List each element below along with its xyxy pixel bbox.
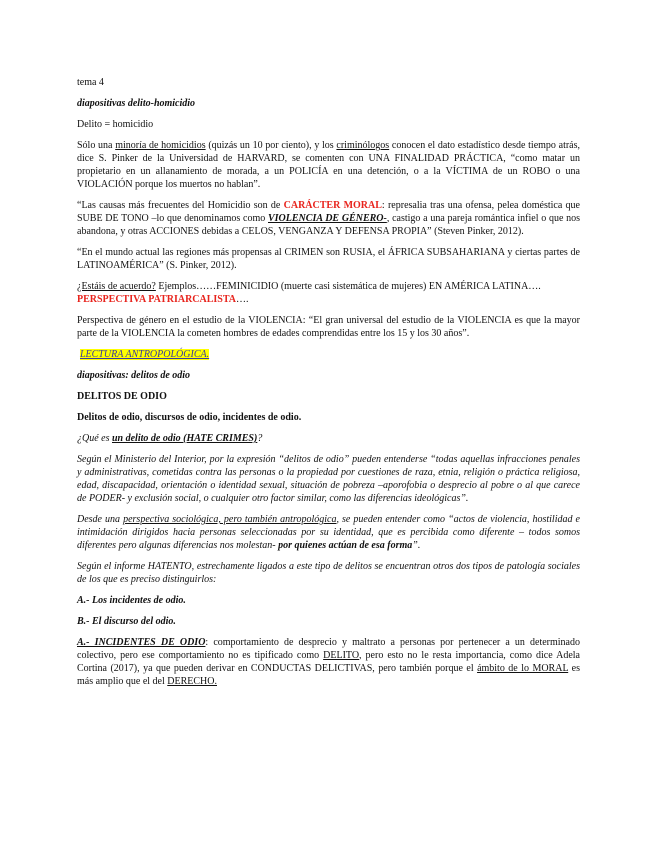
question-line	[77, 432, 580, 445]
item-b	[77, 615, 580, 628]
item-a	[77, 594, 580, 607]
underlined-run: DELITO	[323, 650, 360, 661]
topic-line	[77, 76, 580, 89]
text-run: “En el mundo actual las regiones más propensas al CRIMEN son RUSIA, el ÁFRICA SUBSAHARIANA y ciertas partes de LATINOAMÉRICA” (S. Pinker, 2012).	[77, 247, 580, 271]
text-run: Sólo una	[77, 140, 116, 151]
text-run: , se pueden entender como “actos de violencia, hostilidad e intimidación dirigidos hacia personas seleccionadas por su identidad, que es percibida como diferente – todos somos diferentes pero algunas diferencias nos molestan-	[77, 514, 580, 551]
slides-title-hate	[77, 369, 580, 382]
emphasis-run: un delito de odio (HATE CRIMES)	[112, 433, 258, 444]
emphasis-run: A.- INCIDENTES DE ODIO	[77, 637, 206, 648]
slides-title-text: diapositivas delito-homicidio	[77, 98, 196, 109]
text-run: Perspectiva de género en el estudio de la VIOLENCIA: “El gran universal del estudio de la VIOLENCIA es que la mayor parte de la VIOLENCIA la cometen hombres de edades comprendidas entre los 15 y los 30 años”.	[77, 315, 580, 339]
subheading-text: Delitos de odio, discursos de odio, incidentes de odio.	[77, 412, 302, 423]
text-run: (quizás un 10 por ciento), y los	[205, 140, 337, 151]
paragraph-pinker-minority	[77, 139, 580, 191]
definition-text: Delito = homicidio	[77, 119, 154, 130]
emphasis-run: por quienes actúan de esa forma	[278, 540, 413, 551]
text-run: ….	[236, 294, 249, 305]
red-highlight-run: PERSPECTIVA PATRIARCALISTA	[77, 294, 237, 305]
text-run: B.- El discurso del odio.	[77, 616, 176, 627]
underlined-run: DERECHO.	[167, 676, 217, 687]
definition-line	[77, 118, 580, 131]
document-page	[77, 76, 580, 696]
highlighted-run: LECTURA ANTROPOLÓGICA.	[80, 349, 210, 360]
text-run: : represalia tras una ofensa, pelea doméstica que SUBE DE TONO –lo que denominamos como	[77, 200, 580, 224]
underlined-run: criminólogos	[336, 140, 390, 151]
text-run: diapositivas: delitos de odio	[77, 370, 191, 381]
underlined-run: ámbito de lo MORAL	[477, 663, 569, 674]
text-run: : comportamiento de desprecio y maltrato a personas por pertenecer a un determinado colectivo, pero ese comportamiento no es tipificado como	[77, 637, 580, 661]
text-run: Según el Ministerio del Interior, por la expresión “delitos de odio” pueden entenderse “todas aquellas infracciones penales y administrativas, cometidas contra las personas o la propiedad por cuestiones de raza, etnia, religión o práctica religiosa, edad, discapacidad, orientación o identidad sexual, situación de pobreza –aporofobia o desprecio al pobre o al que carece de PODER- y exclusión social, o cualquier otro factor similar, como las diferencias ideológicas”.	[77, 454, 580, 504]
paragraph-hatento	[77, 560, 580, 586]
section-heading	[77, 390, 580, 403]
paragraph-regions	[77, 246, 580, 272]
paragraph-gender-perspective	[77, 314, 580, 340]
subheading	[77, 411, 580, 424]
heading-text: DELITOS DE ODIO	[77, 391, 167, 402]
underlined-run: minoría de homicidios	[115, 140, 206, 151]
topic-text: tema 4	[77, 77, 104, 88]
anthropological-reading-line	[77, 348, 580, 361]
emphasis-run: VIOLENCIA DE GÉNERO-	[268, 213, 387, 224]
text-run: A.- Los incidentes de odio.	[77, 595, 186, 606]
slides-title-homicide	[77, 97, 580, 110]
underlined-run: perspectiva sociológica, pero también antropológica	[123, 514, 337, 525]
paragraph-ministry-definition	[77, 453, 580, 505]
question-link: ¿Estáis de acuerdo?	[77, 281, 156, 292]
text-run: conocen el dato estadístico desde tiempo atrás, dice S. Pinker de la Universidad de HARVARD, se comenten con UNA FINALIDAD PRÁCTICA, “como matar un propietario en un allanamiento de morada, a un POLICÍA en una detención, o a la VÍCTIMA de un ROBO o una VIOLACIÓN porque los muertos no hablan”.	[77, 140, 581, 190]
paragraph-feminicide	[77, 280, 580, 306]
text-run: Ejemplos……FEMINICIDIO (muerte casi sistemática de mujeres) EN AMÉRICA LATINA….	[155, 281, 541, 292]
paragraph-moral-causes	[77, 199, 580, 238]
text-run: ?	[257, 433, 263, 444]
text-run: es más amplio que el del	[77, 663, 580, 687]
red-highlight-run: CARÁCTER MORAL	[283, 200, 382, 211]
text-run: Desde una	[77, 514, 124, 525]
text-run: ”.	[412, 540, 421, 551]
paragraph-hate-incidents	[77, 636, 580, 688]
text-run: ¿Qué es	[77, 433, 112, 444]
paragraph-sociological	[77, 513, 580, 552]
text-run: “Las causas más frecuentes del Homicidio son de	[77, 200, 284, 211]
text-run: , pero esto no le resta importancia, como dice Adela Cortina (2017), ya que pueden derivar en CONDUCTAS DELICTIVAS, pero también porque el	[77, 650, 580, 674]
text-run: Según el informe HATENTO, estrechamente ligados a este tipo de delitos se encuentran otros dos tipos de patología sociales de los que es preciso distinguirlos:	[77, 561, 580, 585]
text-run: , castigo a una pareja romántica infiel o que nos abandona, y otras ACCIONES debidas a CELOS, VENGANZA Y DEFENSA PROPIA” (Steven Pinker, 2012).	[77, 213, 581, 237]
